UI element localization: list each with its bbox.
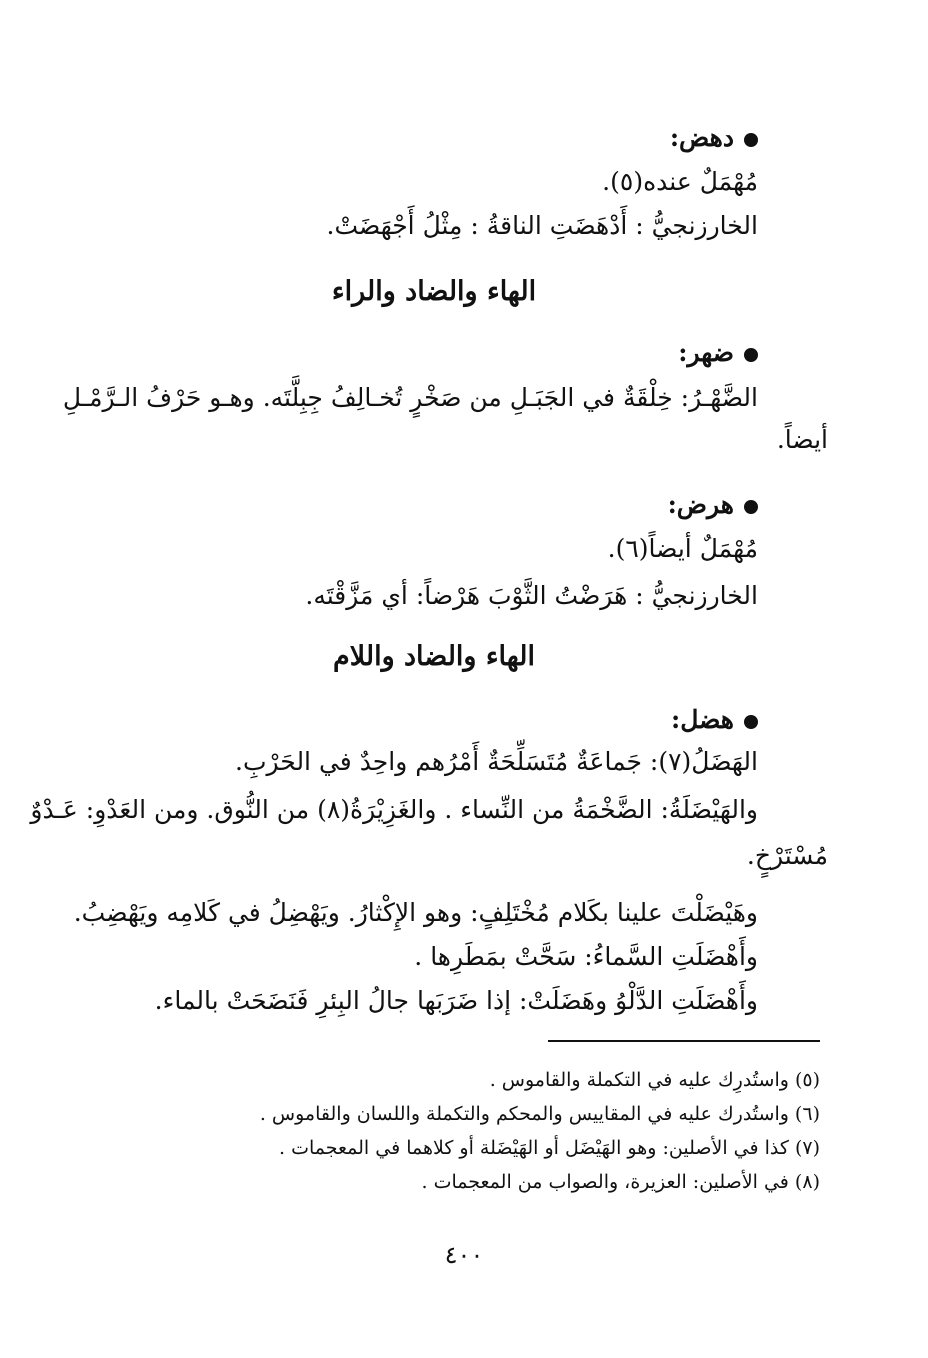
entry-line: وهَيْضَلْتَ علينا بكَلام مُخْتَلِفٍ: وهو الإِكْثارُ. ويَهْضِلُ في كَلامِه ويَهْضِبُ. bbox=[73, 898, 758, 927]
footnote: (٦) واستُدرك عليه في المقاييس والمحكم والتكملة واللسان والقاموس . bbox=[259, 1103, 820, 1125]
footnote-divider bbox=[548, 1040, 820, 1042]
entry-line: مُهْمَلٌ عنده(٥). bbox=[602, 167, 758, 196]
entry-line: والهَيْضَلَةُ: الضَّخْمَةُ من النِّساء . والغَزِيْرَةُ(٨) من النُّوق. ومن العَدْوِ: عَـدْوٌ bbox=[30, 795, 758, 824]
entry-line: مُهْمَلٌ أيضاً(٦). bbox=[607, 534, 758, 563]
entry-head-harad: هرض: bbox=[80, 485, 758, 525]
bullet-icon bbox=[744, 715, 758, 729]
footnote: (٨) في الأصلين: العزيرة، والصواب من المعجمات . bbox=[421, 1171, 820, 1193]
entry-line: الضَّهْـرُ: خِلْقَةٌ في الجَبَـلِ من صَخْرٍ تُخـالِفُ جِبِلَّتَه. وهـو حَرْفُ الـرَّمْـلِ bbox=[62, 383, 758, 412]
entry-line: مُسْتَرْخٍ. bbox=[746, 841, 828, 870]
entry-line: الهَضَلُ(٧): جَماعَةٌ مُتَسَلِّحَةٌ أَمْرُهم واحِدٌ في الحَرْبِ. bbox=[235, 747, 758, 776]
entry-head-dahar: ضهر: bbox=[80, 333, 758, 373]
entry-line: وأَهْضَلَتِ الدَّلْوُ وهَضَلَتْ: إذا ضَرَبَها جالُ البِئرِ فَنَضَحَتْ بالماء. bbox=[154, 986, 758, 1015]
entry-line: أيضاً. bbox=[776, 425, 828, 454]
entry-line: الخارزنجيُّ : أَدْهَضَتِ الناقةُ : مِثْلُ أَجْهَضَتْ. bbox=[326, 211, 758, 240]
entry-head-hadal: هضل: bbox=[80, 700, 758, 740]
entry-head-dahad: دهض: bbox=[80, 118, 758, 158]
bullet-icon bbox=[744, 133, 758, 147]
page-number: ٤٠٠ bbox=[444, 1241, 484, 1269]
bullet-icon bbox=[744, 348, 758, 362]
footnote: (٧) كذا في الأصلين: وهو الهَيْضَل أو الهَيْضَلة أو كلاهما في المعجمات . bbox=[278, 1137, 820, 1159]
entry-line: وأَهْضَلَتِ السَّماءُ: سَحَّتْ بمَطَرِها . bbox=[414, 942, 758, 971]
section-heading: الهاء والضاد والراء bbox=[331, 276, 537, 307]
entry-line: الخارزنجيُّ : هَرَضْتُ الثَّوْبَ هَرْضاً: أي مَزَّقْتَه. bbox=[305, 581, 758, 610]
bullet-icon bbox=[744, 500, 758, 514]
section-heading: الهاء والضاد واللام bbox=[333, 641, 535, 672]
footnote: (٥) واستُدرِك عليه في التكملة والقاموس . bbox=[489, 1069, 820, 1091]
